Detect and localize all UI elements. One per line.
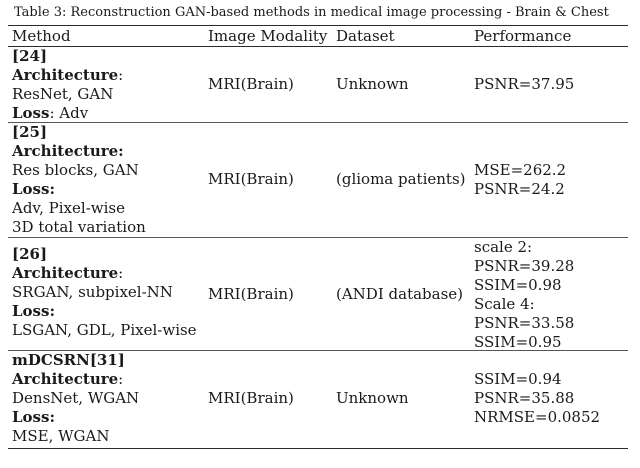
- header-performance: Performance: [474, 27, 572, 45]
- modality-cell: MRI(Brain): [208, 170, 294, 188]
- performance-metric: scale 2:: [474, 238, 533, 256]
- architecture-value: Res blocks, GAN: [12, 161, 139, 179]
- performance-cell: [474, 161, 566, 199]
- architecture-label: Architecture:: [12, 142, 124, 160]
- method-ref: [25]: [12, 123, 48, 141]
- header-method: Method: [12, 27, 71, 45]
- performance-metric: PSNR=37.95: [474, 75, 575, 93]
- performance-metric: PSNR=24.2: [474, 180, 565, 198]
- architecture-value: SRGAN, subpixel-NN: [12, 283, 173, 301]
- performance-metric: PSNR=35.88: [474, 389, 575, 407]
- table-row: [12, 47, 123, 123]
- performance-cell: [474, 238, 574, 352]
- dataset-cell: (glioma patients): [336, 170, 466, 188]
- modality-cell: MRI(Brain): [208, 75, 294, 93]
- method-ref: [24]: [12, 47, 48, 65]
- modality-cell: MRI(Brain): [208, 285, 294, 303]
- performance-metric: PSNR=39.28: [474, 257, 575, 275]
- performance-metric: MSE=262.2: [474, 161, 567, 179]
- performance-metric: NRMSE=0.0852: [474, 408, 601, 426]
- loss-label: Loss:: [12, 302, 55, 320]
- loss-value: MSE, WGAN: [12, 427, 110, 445]
- loss-value: LSGAN, GDL, Pixel-wise: [12, 321, 197, 339]
- header-dataset: Dataset: [336, 27, 395, 45]
- table-caption: Table 3: Reconstruction GAN-based methods in medical image processing - Brain & Chest: [14, 5, 609, 20]
- loss-label: Loss: [12, 104, 50, 122]
- architecture-value: ResNet, GAN: [12, 85, 114, 103]
- table-row: [12, 245, 197, 340]
- architecture-label: Architecture: [12, 370, 119, 388]
- architecture-label: Architecture: [12, 66, 119, 84]
- method-ref: [26]: [12, 245, 48, 263]
- loss-value: Adv, Pixel-wise: [12, 199, 125, 217]
- header-image-modality: Image Modality: [208, 27, 328, 45]
- loss-value: 3D total variation: [12, 218, 146, 236]
- table-row: [12, 123, 146, 237]
- table-row: [12, 351, 139, 446]
- modality-cell: MRI(Brain): [208, 389, 294, 407]
- loss-label: Loss:: [12, 408, 55, 426]
- dataset-cell: Unknown: [336, 389, 409, 407]
- architecture-colon: :: [118, 264, 124, 282]
- architecture-colon: :: [118, 66, 124, 84]
- top-rule: [8, 25, 628, 26]
- performance-metric: SSIM=0.98: [474, 276, 562, 294]
- loss-value: : Adv: [49, 104, 89, 122]
- dataset-cell: (ANDI database): [336, 285, 464, 303]
- dataset-cell: Unknown: [336, 75, 409, 93]
- performance-metric: SSIM=0.94: [474, 370, 562, 388]
- architecture-label: Architecture: [12, 264, 119, 282]
- performance-cell: [474, 75, 574, 94]
- performance-metric: SSIM=0.95: [474, 333, 562, 351]
- performance-cell: [474, 370, 600, 427]
- performance-metric: PSNR=33.58: [474, 314, 575, 332]
- architecture-colon: :: [118, 370, 124, 388]
- performance-metric: Scale 4:: [474, 295, 535, 313]
- loss-label: Loss:: [12, 180, 55, 198]
- method-ref: mDCSRN[31]: [12, 351, 125, 369]
- architecture-value: DensNet, WGAN: [12, 389, 140, 407]
- bottom-rule: [8, 448, 628, 449]
